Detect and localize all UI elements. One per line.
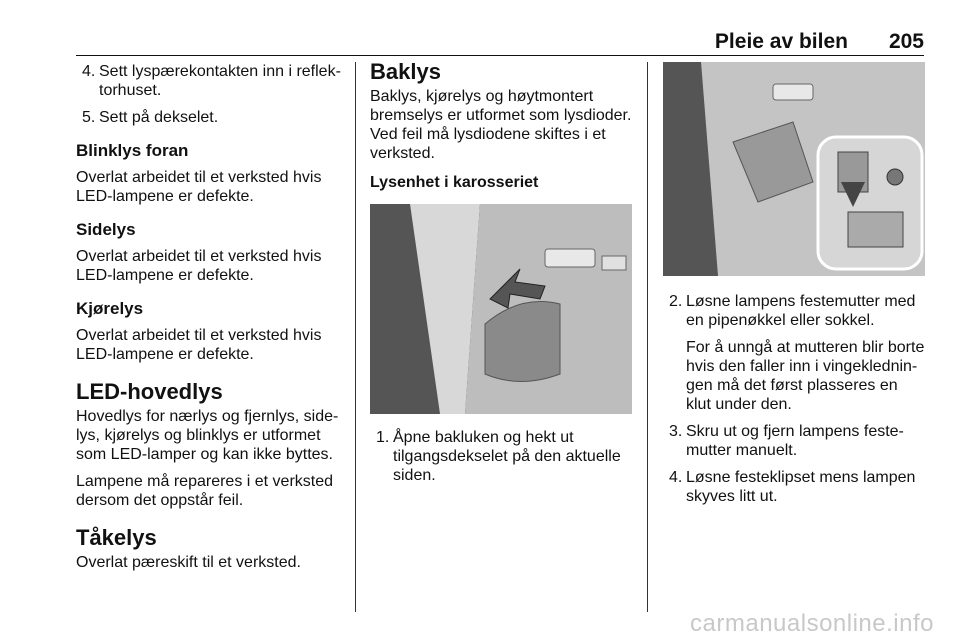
lamp-nut-illustration (663, 62, 925, 276)
section-heading: Baklys (370, 59, 441, 84)
page-number: 205 (888, 30, 924, 53)
section-heading: Sidelys (76, 220, 136, 239)
list-item (76, 62, 346, 100)
paragraph: Overlat pæreskift til et verksted. (76, 554, 301, 571)
column-right (663, 62, 925, 514)
list-number: 5. (82, 109, 96, 126)
watermark-text: carmanualsonline.info (690, 610, 934, 637)
paragraph: Overlat arbeidet til et verksted hvis LED-lampene er defekte. (76, 327, 322, 363)
page-header-title: Pleie av bilen (714, 30, 848, 53)
section-heading: Kjørelys (76, 299, 144, 318)
list-text: Skru ut og fjern lampens feste-mutter manuelt. (686, 423, 904, 459)
paragraph: Lampene må repareres i et verksted dersom det oppstår feil. (76, 473, 334, 509)
column-left (76, 62, 346, 580)
list-text-main: Løsne lampens festemutter med en pipenøkkel eller sokkel. (686, 293, 916, 329)
header-rule (76, 55, 924, 56)
list-text: Sett på dekselet. (99, 109, 219, 126)
section-subheading: Lysenhet i karosseriet (370, 174, 539, 191)
paragraph: Hovedlys for nærlys og fjernlys, side-lys, kjørelys og blinklys er utformet som LED-lamper og kan ikke byttes. (76, 408, 339, 463)
list-text: Løsne festeklipset mens lampen skyves litt ut. (686, 469, 916, 505)
list-number: 4. (82, 63, 96, 80)
column-divider (647, 62, 648, 612)
list-item (370, 428, 632, 485)
column-divider (355, 62, 356, 612)
list-item (76, 108, 346, 127)
section-heading: LED-hovedlys (76, 379, 223, 404)
list-text-note: For å unngå at mutteren blir borte hvis den faller inn i vingeklednin-gen må det først plasseres en klut under den. (686, 339, 925, 413)
list-item (663, 422, 925, 460)
list-item (663, 468, 925, 506)
paragraph: Baklys, kjørelys og høytmontert bremselys er utformet som lysdioder. Ved feil må lysdiodene skiftes i et verksted. (370, 88, 632, 162)
paragraph: Overlat arbeidet til et verksted hvis LED-lampene er defekte. (76, 169, 322, 205)
trunk-access-cover-illustration (370, 204, 632, 414)
list-item (663, 292, 925, 414)
list-text: Åpne bakluken og hekt ut tilgangsdekselet på den aktuelle siden. (393, 429, 621, 484)
list-text (686, 292, 925, 414)
list-number: 4. (669, 469, 683, 486)
paragraph: Overlat arbeidet til et verksted hvis LED-lampene er defekte. (76, 248, 322, 284)
list-number: 2. (669, 293, 683, 310)
section-heading: Tåkelys (76, 525, 157, 550)
section-heading: Blinklys foran (76, 141, 189, 160)
list-text: Sett lyspærekontakten inn i reflek-torhuset. (99, 63, 341, 99)
column-middle (370, 59, 632, 493)
list-number: 3. (669, 423, 683, 440)
list-number: 1. (376, 429, 390, 446)
